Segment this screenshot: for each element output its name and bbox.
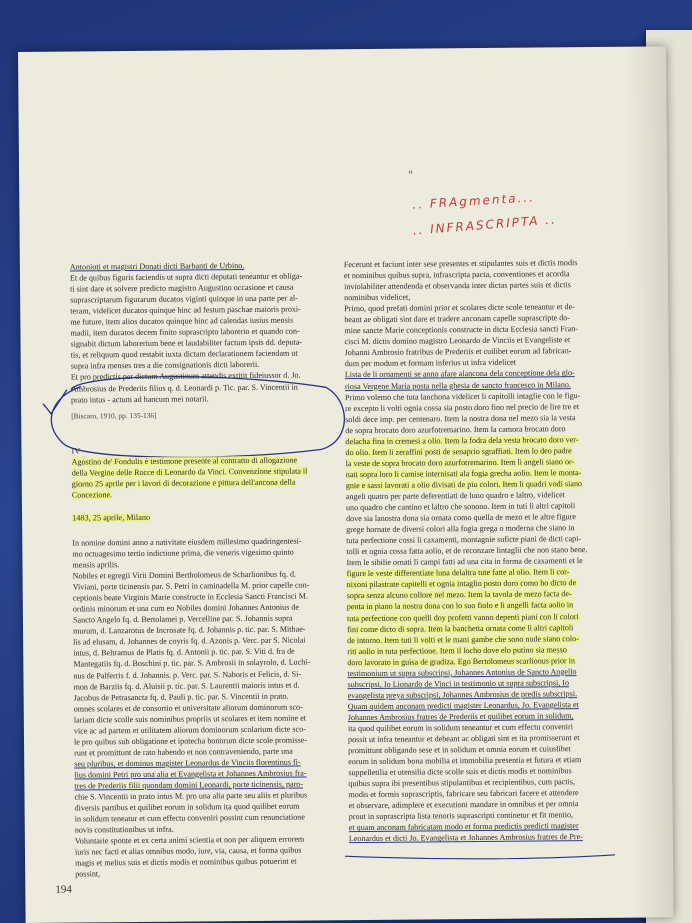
text-line: mensis aprilis. (72, 560, 120, 570)
text-line: murum, d. Lanzarotus de Incrosate fq. d. Johannis p. tic. par. S. Mithae- (73, 624, 306, 636)
text-line: possit ut infra teneantur et debeant ac obligati sint et ita promisserunt et (347, 733, 580, 745)
summary-line: Agostino de' Fondulis è testimone presente al contratto di allogazione (71, 455, 298, 467)
text-line: lis ad elusam, d. Johannes de coyris fq. d. Azonis p. Verc. par S. Nicolai (73, 635, 306, 647)
text-line: quibus supra ibi presentibus stipulantibus et recipientibus, cum pactis, (348, 777, 576, 789)
text-line: gnie e sassi lavorati a olio divisati de piu colori. Item li quadri vodi siano (345, 479, 583, 491)
text-line: inviolabiliter attendenda et observanda inter dictas partes suis et dictis (344, 280, 571, 292)
text-line: riosa Vergene Maria posta nella ghesia de sancto francesco in Milano. (344, 379, 571, 391)
text-line: in solidum teneatur et cum effectu conveniri possint cum renunciatione (74, 812, 305, 824)
ink-underline-bottom (345, 854, 615, 860)
text-line: suprascriptarum figurarum ducatos viginti quinque in una parte per al- (70, 293, 298, 305)
text-line: do olio. Item li zeraffini posti de senaprio sgraffiati. Item lo deo padre (345, 445, 572, 457)
text-line: evangelista preya subscripsi, Johannes Ambrosius de predis subscripsi. (347, 688, 578, 700)
text-line: vice ac ad partem et utilitatem aliorum dominorum scolarium dicte sco- (73, 724, 306, 736)
text-line: de intorno. Item tuti li volti et le mani gambe che sono nude siano colo- (347, 633, 579, 645)
text-line: Johanni Ambrosio fratribus de Prederiis et cuilibet eorum ad fabrican- (344, 346, 572, 358)
document-a-text (70, 259, 341, 405)
text-line: possint, (75, 869, 101, 879)
text-line: iuris nec facti et alias omnibus modo, iure, via, causa, et forma quibus (74, 845, 302, 857)
text-line: Viviani, porte ticinensis par. S. Petri in caminadella M. prior capelle con- (72, 580, 310, 592)
text-line: diversis partibus et quilibet eorum in solidum ita quod quilibet eorum (74, 801, 300, 813)
text-line: mon de Barziis fq. d. Aluisii p. tic. par. S. Laurentii maioris intus et d. (73, 680, 300, 692)
text-line: madii, item ducatos decem finito suprascripto laborerio et quando con- (70, 326, 300, 338)
text-line: Primo volemo che tuta lanchona videlicet li capitolli intaglie con le figu- (344, 390, 581, 402)
text-line: Sancto Angelo fq. d. Bertolamei p. Vercelline par. S. Johannis supra (72, 613, 293, 625)
text-line: suppelletilia et utensilia dicte scolle suis et dictis modis et nominibus (348, 766, 572, 778)
text-line: lius domini Petri pro una alia et Evangelista et Johannes Ambrosius fra- (74, 768, 307, 780)
text-line: intus, d. Beltramus de Platis fq. d. Antonii p. tic. par. S. Viti d. fra de (73, 647, 295, 658)
text-line: Ambrosius de Prederiis filius q. d. Leonardi p. Tic. par. S. Vincentii in (70, 382, 298, 394)
handwritten-note-fragmenta: .. FRAgmenta... (412, 190, 536, 212)
text-line: prato intus - actum ad bancum mei notarii. (70, 393, 209, 405)
document-b-text (72, 535, 345, 880)
text-line: nixoni pilastrate capitelli et ognia intaglio posto doro como ho dicto de (346, 578, 577, 590)
text-line: ita quod quilibet eorum in solidum teneantur et cum effectu conveniri (347, 722, 574, 734)
text-line: Antonioti et magistri Donati dicti Barbanti de Urbino. (69, 261, 245, 272)
text-line: Et de quibus figuris faciendis ut supra dicti deputati teneantur et obliga- (69, 271, 303, 283)
text-line: prout in suprascripta lista tenoris suprascripti continetur et fit mentio, (348, 810, 574, 822)
text-line: Fecerunt et faciunt inter sese presentes et stipulantes suis et dictis modis (343, 258, 578, 270)
text-line: riti aolio in tuta perfectione. Item il locho dove elo putino sia messo (347, 644, 567, 656)
text-line: ceptionis beate Virginis Marie constructe in Ecclesia Sancti Francisci M. (72, 591, 309, 603)
text-line: teram, videlicet ducatos quinque hinc ad festum paschae maioris proxi- (70, 304, 301, 316)
text-line: promittunt obligando sese et in solidum et omnia eorum et cuiuslibet (348, 744, 571, 756)
text-line: nus de Palferris f. d. Johannis. p. Verc. par. S. Naboris et Felicis, d. Si- (73, 669, 302, 681)
text-line: Nobiles et egregii Virii Domini Bertholomeus de Scharlionibus fq. d. (72, 569, 297, 581)
left-column (70, 259, 345, 880)
text-line: omnes scolares et de consortio et universitate aliorum dominorum sco- (73, 702, 303, 714)
text-line: figure le veste differentiate luna delaltra tute fatte al olio. Item li cor- (346, 567, 570, 579)
text-line: tolli et ognia cossa fatta aolio, et de reconzare lintaglii che non stano bene. (346, 545, 588, 557)
text-line: grege hornate de diversi colori alla fogia grega o moderna che siano in (346, 523, 575, 535)
summary-line: Concezione. (71, 490, 113, 500)
text-line: dum per modum et formam inferius ut infra videlicet (344, 358, 517, 369)
summary-line: della Vergine delle Rocce di Leonardo da Vinci. Convenzione stipulata il (71, 466, 308, 478)
text-line: In nomine domini anno a nativitate eiusdem millesimo quadringentesi- (72, 536, 302, 548)
contract-text (344, 257, 611, 845)
text-line: angeli quatro per parte deferentiati de luno quadro e laltro, videlicet (345, 490, 566, 502)
text-line: Lista de li ornamenti se anno afare alancona dela conceptione dela glo- (344, 368, 575, 380)
text-line: novis constitutionibus ut infra. (74, 824, 174, 835)
text-line: et observare, adimplere et executioni mandare in omnibus et per omnia (348, 799, 579, 811)
handwritten-note-infrascripta: .. INFRASCRIPTA .. (412, 212, 558, 238)
text-line: beant ae obligati sint dare et tradere anconam capelle suprascripte do- (344, 313, 571, 325)
text-line: Jacobus de Petrasancta fq. d. Pauli p. tic. par. S. Vincentii in prato. (73, 691, 289, 703)
text-line: ordinis minorum et una cum eo Nobiles domini Johannes Antonius de (72, 602, 300, 614)
text-line: fini come dicto di sopra. Item la banchetta ornata come li altri capitoli (347, 622, 574, 634)
text-line: tis, et reliquum quod restabit iuxta dictam declarationem faciendam ut (70, 348, 298, 360)
text-line: cisci M. dictis domino magistro Leonardo de Vinciis et Evangeliste et (344, 335, 571, 347)
text-line: modis et formis suprascriptis, fabricare seu fabricari facere et attendere (348, 788, 579, 800)
text-line: seu pluribus, et dominus magister Leonardus de Vinciis florentinus fi- (74, 757, 301, 769)
text-line: supra infra menses tres a die consignationis dicti laborerii. (70, 360, 260, 371)
citation: [Biscaro, 1910, pp. 135-136] (71, 410, 157, 421)
text-line: soldi dece imp. per centenaro. Item la nostra dona nel mezo sia la vesta (345, 412, 576, 424)
text-line: subscripsi, Io Lionardo de Vinci in testimonio ut supra subscripsi, Io (347, 677, 570, 689)
document-number: IV (71, 446, 81, 456)
text-line: Et pro predictis per dictum Augustinum attendis extitit fideiussor d. Jo. (70, 371, 301, 383)
text-line: me future, item alios ducatos quinque hinc ad calendas iusius mensis (70, 315, 294, 327)
text-line: et quam anconam fabricatam modo et forma predictis predicti magister (348, 821, 579, 833)
text-line: magis et melius suis et dictis modis et nominibus quibus potuerint et (75, 856, 297, 868)
text-line: doro lavorato in guisa de gradiza. Ego Bertolomeus scarlionus prior in (347, 655, 576, 667)
text-line: tres de Prederiis filii quondam domini Leonardi, porte ticinensis, paro- (74, 779, 304, 791)
text-line: lariam dicte scolle suis nominibus propriis ut scolares et item nomine et (73, 713, 307, 725)
text-line: uno quadro che cantino et laltro che sonono. Item in tuti li altri capitoli (345, 501, 576, 513)
summary-line: giorno 25 aprile per i lavori di decorazione e pittura dell'ancona della (71, 477, 296, 489)
book-page (18, 46, 674, 923)
text-line: tuta perfectione cossi li caxamenti, montagnie suficte piani de dicti capi- (346, 534, 582, 546)
text-line: Quam quidem anconam predicti magister Leonardus, Jo. Evangelista et (347, 700, 579, 712)
text-line: eorum in solidum bona mobilia et immobilia presentia et futura et etiam (348, 755, 582, 767)
text-line: sopra senza alcuno collore nel mezo. Item la tavola de mezo facta de- (346, 589, 572, 601)
text-line: de sopra brocato doro azurfotremarino. Item la camora brocato doro (345, 423, 566, 435)
text-line: Primo, quod prefati domini prior et scolares dicte scole teneantur et de- (344, 302, 575, 314)
right-column (344, 257, 611, 845)
text-line: chie S. Vincentii in prato intus M. pro una alia parte seu aliis et pluribus (74, 790, 308, 802)
text-line: ti sint dare et solvere predicto magistro Augustino occasione et causa (70, 282, 294, 294)
text-line: dove sia lanostra dona sia ornata como quella de mezo et le altre figure (346, 512, 577, 524)
text-line: delacha fina in cremesi a olio. Item la fodra dela vesta brocato doro ver- (345, 434, 579, 446)
text-line: le pro quibus sub obligatione et ipotecha bonorum dicte scole promisse- (73, 735, 307, 747)
text-line: signabit dictum laborerium bene et laudabiliter factum ipsis dd. deputa- (70, 337, 303, 349)
text-line: et nominibus quibus supra, infrascripta pacta, conventiones et acordia (343, 269, 570, 281)
text-line: Johannes Ambrosius fratres de Prederiis et quilibet eorum in solidum, (347, 711, 574, 723)
ink-check-mark (43, 390, 67, 414)
page-shadow (626, 46, 674, 917)
text-line: nominibus videlicet, (344, 292, 411, 303)
text-line: nati sopra loro li camise internisati ala fogia grecha aolio. Item le monta- (345, 467, 582, 480)
text-line: la veste de sopra brocato doro azurfotremarino. Item li angeli siano or- (345, 457, 575, 469)
text-line: runt et promittunt de rato habendo et non contraveniendo, parte una (74, 746, 293, 758)
text-line: penta in piano la nostra dona con lo suo fiolo e li angelli facta aolio in (346, 600, 574, 612)
text-line: Voluntarie sponte et ex certa animi scientia et non per aliquem errorem (74, 834, 305, 846)
text-line: mo octuagesimo tertio indictione prima, die veneris vigesimo quinto (72, 547, 294, 559)
page-number: 194 (55, 883, 72, 896)
document-summary (72, 454, 342, 501)
handwritten-mark: " (408, 168, 416, 182)
document-date: 1483, 25 aprile, Milano (72, 512, 151, 523)
text-line: Item le sibilie ornati li campi fatti ad una cita in forma de caxamenti et le (346, 556, 583, 568)
text-line: Mantegatiis fq. d. Boschini p. tic. par. S. Ambrosii in solayrolo, d. Luchi- (73, 657, 311, 669)
text-line: mine sancte Marie conceptionis constructe in dicta Ecclesia sancti Fran- (344, 324, 578, 336)
text-line: tuta perfectione con quelli doy profetti vanno depenti piani con li colori (346, 611, 579, 623)
text-line: Leonardus et dicti Jo. Evangelista et Johannes Ambrosius fratres de Pre- (348, 832, 583, 844)
text-line: testimonium ut supra subscripsi, Johannes Antonius de Sancto Angello (347, 666, 577, 678)
text-line: re excepto li volti ognia cossa sia posto doro fino nel precio de lire tre et (345, 401, 580, 413)
